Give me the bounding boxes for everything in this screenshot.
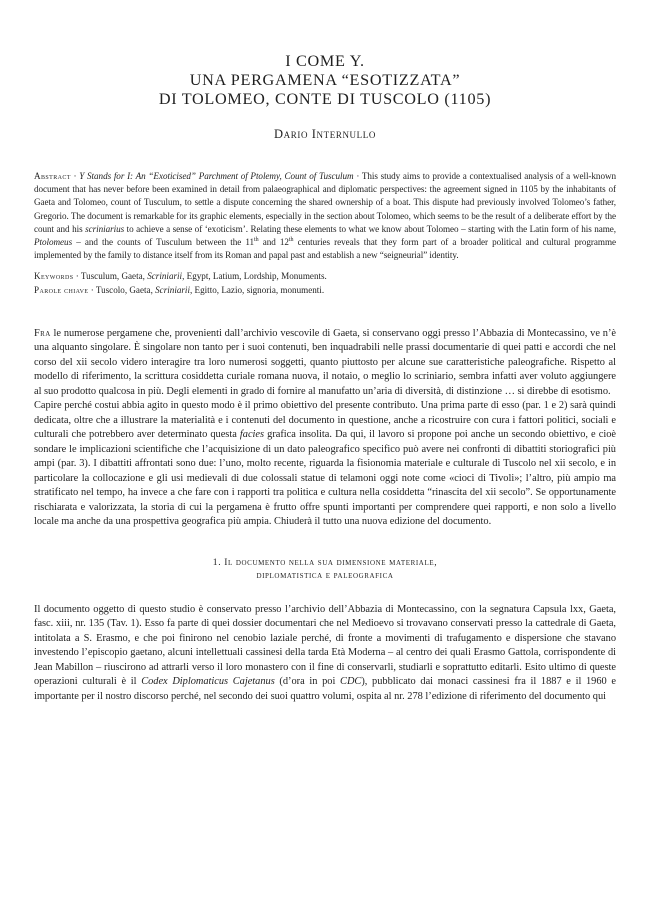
keywords-en <box>34 270 616 283</box>
abstract-text: and 12 <box>258 237 289 248</box>
abstract-text: – and the counts of Tusculum between the 11 <box>72 237 255 248</box>
title-line-2: UNA PERGAMENA “ESOTIZZATA” <box>189 71 461 89</box>
parole-scriniarii: Scriniarii <box>155 284 190 295</box>
abstract <box>34 170 616 262</box>
superscript: th <box>288 236 294 243</box>
codex-title: Codex Diplomaticus Cajetanus <box>141 676 275 688</box>
abstract-label: Abstract <box>34 171 71 181</box>
parole-separator: · <box>88 284 96 295</box>
intro-text: grafica insolita. Da qui, il lavoro si propone poi anche un secondo obiettivo, e cioè sondare le implicazioni scientifiche che l’acquisizione di un dato paleografico specifico può avere nei confronti di dibattiti storiografici più ampi (par. 3). I dibattiti affrontati sono due: l’uno, molto recente, riguarda la fisionomia materiale e culturale di Tuscolo nel xii secolo, e in particolare la collocazione e gli usi medievali di due colossali statue di telamoni oggi note come «cioci di Tivoli»; l’altro, più ampio ma stratificato nel tempo, ha invece a che fare con i rapporti tra politica e cultura nella cosiddetta “rinascita del xii secolo”. Se opportunamente rischiarata e valorizzata, la storia di cui la pergamena è frutto offre spunti importanti per comprendere quei rapporti, e non solo a livello locale ma anche da una prospettiva geografica più ampia. Chiuderà il tutto una nuova edizione del documento. <box>34 429 616 528</box>
parole-label: Parole chiave <box>34 284 89 295</box>
intro-facies: facies <box>239 429 265 441</box>
section-text: Il documento oggetto di questo studio è conservato presso l’archivio dell’Abbazia di Montecassino, con la segnatura Capsula lxx, Gaeta, fasc. xiii, nr. 135 (Tav. 1). Esso fa parte di quei dossier documentari che nel Medioevo si trovavano conservati presso la cattedrale di Gaeta, intitolata a S. Erasmo, e che poi finirono nel cenobio laziale perché, di fronte a movimenti di trafugamento e dispersione che stavano investendo l’episcopio gaetano, alcuni intellettuali cassinesi della tarda Età Moderna – al centro dei quali Erasmo Gattola, corrispondente di Jean Mabillon – riuscirono ad attrarli verso il loro monastero con il fine di conservarli, studiarli e soprattutto editarli. Esito ultimo di queste operazioni culturali è il <box>34 603 616 688</box>
abstract-scriniarius: scriniarius <box>85 223 125 234</box>
abstract-separator: · <box>70 171 80 181</box>
keywords-it <box>34 284 616 297</box>
section-text: (d’ora in poi <box>274 676 341 688</box>
intro-section <box>34 327 616 530</box>
superscript: th <box>254 236 259 243</box>
abstract-ptolomeus: Ptolomeus <box>34 237 73 248</box>
section-1-text <box>34 603 616 705</box>
abstract-text: to achieve a sense of ‘exoticism’. Relating these elements to what we know about Tolomeo – starting with the Latin form of his name, <box>124 223 616 234</box>
intro-text: Capire perché costui abbia agito in questo modo è il primo obiettivo del presente contributo. Una prima parte di esso (par. 1 e 2) sarà quindi dedicata, oltre che a illustrare la materialità e i contenuti del documento in questione, anche a ricostruire con cura i fattori politici, sociali e culturali che potrebbero aver determinato questa <box>34 400 616 441</box>
keywords-label: Keywords <box>34 271 74 282</box>
intro-text: le numerose pergamene che, provenienti dall’archivio vescovile di Gaeta, si conservano oggi presso l’Abbazia di Montecassino, ve n’è una alquanto singolare. È singolare non tanto per i suoi contenuti, ben inquadrabili nelle prassi documentarie di quei patti e accordi che nel corso del xii secolo videro interagire tra loro numerosi soggetti, quanto piuttosto per alcune sue caratteristiche paleografiche. Rispetto al modello di riferimento, la scrittura cosiddetta curiale romana nuova, il notaio, o meglio lo scriniario, sembra infatti aver voluto aggiungere al suo prodotto qualcosa in più. Degli elementi in grado di fornire al manufatto un’aria di diversità, di distinzione … si direbbe di esotismo. <box>34 327 616 397</box>
section-heading-line-2: diplomatistica e paleografica <box>256 570 394 582</box>
intro-first-word: Fra <box>34 327 51 339</box>
article-page <box>34 52 616 704</box>
keywords-text: Tusculum, Gaeta, <box>80 271 148 282</box>
title-line-1: I COME Y. <box>285 52 365 70</box>
intro-paragraph-1 <box>34 327 616 400</box>
parole-text: Tuscolo, Gaeta, <box>95 284 156 295</box>
keywords-text: , Egypt, Latium, Lordship, Monuments. <box>182 271 327 282</box>
section-heading-line-1: 1. Il documento nella sua dimensione materiale, <box>212 556 438 568</box>
keywords-scriniarii: Scriniarii <box>147 271 183 282</box>
abstract-separator: · <box>353 171 362 181</box>
abstract-english-title: Y Stands for I: An “Exoticised” Parchment of Ptolemy, Count of Tusculum <box>79 171 354 181</box>
article-title <box>34 52 616 109</box>
section-1-paragraph <box>34 603 616 705</box>
abstract-text: This study aims to provide a contextualised analysis of a well-known document that has never before been examined in detail from palaeographical and diplomatic perspectives: the agreement signed in 1105 by the inhabitants of Gaeta and Tolomeo, count of Tusculum, to settle a dispute concerning the shared ownership of a boat. This dispute had previously involved Tolomeo’s father, Gregorio. The document is remarkable for its graphic elements, especially in the section about Tolomeo, which seems to be the result of a deliberate effort by the count and his <box>34 171 617 234</box>
parole-text: , Egitto, Lazio, signoria, monumenti. <box>190 284 325 295</box>
title-line-3: DI TOLOMEO, CONTE DI TUSCOLO (1105) <box>158 90 492 108</box>
keywords-block <box>34 270 616 296</box>
intro-paragraph-2 <box>34 399 616 530</box>
author-name: Dario Internullo <box>274 127 376 141</box>
abstract-text: centuries reveals that they form part of a broader political and cultural programme implemented by the family to distance itself from its Roman and papal past and establish a new “seigneurial” identity. <box>34 237 616 261</box>
keywords-separator: · <box>73 271 81 282</box>
section-text: ), pubblicato dai monaci cassinesi fra il 1887 e il 1960 e importante per il nostro discorso perché, nel secondo dei suoi quattro volumi, ospita al nr. 278 l’edizione di riferimento del documento qui <box>34 676 616 702</box>
section-heading-1 <box>34 556 616 583</box>
codex-abbr: CDC <box>340 676 362 688</box>
